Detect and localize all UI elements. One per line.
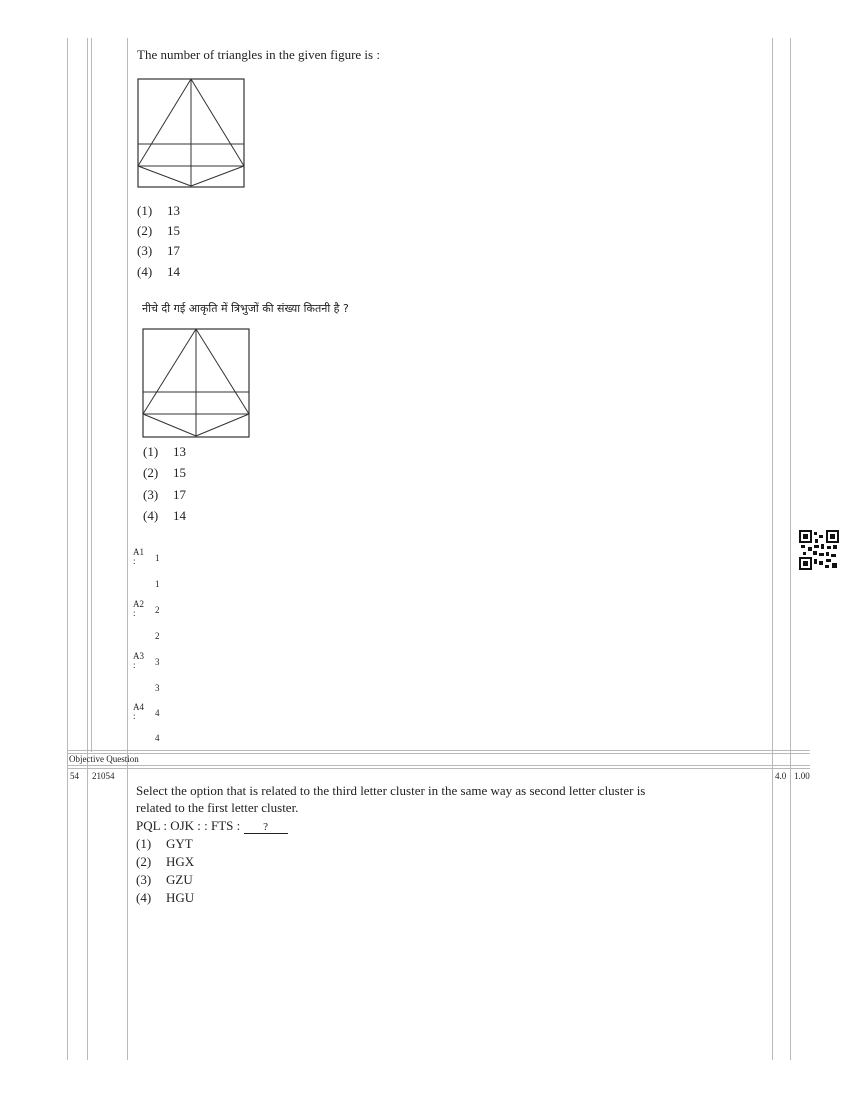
grid-line-left: [67, 38, 68, 1060]
q54-option-3: (3) GZU: [136, 872, 193, 887]
answer-key-3: [133, 652, 144, 669]
grid-line-col5: [790, 38, 791, 1060]
question-number: 54: [70, 771, 79, 781]
answer-colon: :: [133, 660, 136, 670]
option-hi-2: (2) 15: [143, 465, 186, 480]
answer-label: A2: [133, 599, 144, 609]
option-en-1: (1) 13: [137, 203, 180, 218]
analogy-blank: ?: [244, 821, 288, 834]
grid-line-col3: [127, 38, 128, 1060]
row-divider-q54: [67, 768, 810, 769]
answer-value: 4: [155, 708, 160, 718]
answer-label: A3: [133, 651, 144, 661]
triangle-figure-hi: [142, 328, 252, 440]
row-divider-mid: [67, 753, 810, 754]
qr-code-icon: [799, 530, 839, 570]
question-text-en: The number of triangles in the given figure is :: [137, 47, 380, 62]
answer-value-repeat: 3: [155, 683, 160, 693]
answer-label: A4: [133, 702, 144, 712]
answer-value: 1: [155, 553, 160, 563]
question-id: 21054: [92, 771, 115, 781]
answer-key-2: [133, 600, 144, 617]
answer-colon: :: [133, 711, 136, 721]
answer-key-1: [133, 548, 144, 565]
answer-label: A1: [133, 547, 144, 557]
grid-line-col4: [772, 38, 773, 1060]
question-text-line1: Select the option that is related to the third letter cluster in the same way as second letter cluster is: [136, 783, 646, 798]
grid-line-col1: [87, 38, 88, 1060]
grid-line-col2: [91, 38, 92, 752]
option-hi-4: (4) 14: [143, 508, 186, 523]
option-en-2: (2) 15: [137, 223, 180, 238]
answer-value-repeat: 2: [155, 631, 160, 641]
answer-value: 3: [155, 657, 160, 667]
answer-key-4: [133, 703, 144, 720]
question-negative-marks: 1.00: [794, 771, 810, 781]
question-text-line2: related to the first letter cluster.: [136, 800, 299, 815]
option-hi-1: (1) 13: [143, 444, 186, 459]
row-divider-top: [67, 750, 810, 751]
answer-value-repeat: 4: [155, 733, 160, 743]
q54-option-2: (2) HGX: [136, 854, 195, 869]
q54-option-1: (1) GYT: [136, 836, 193, 851]
question-text-hi: नीचे दी गई आकृति में त्रिभुजों की संख्या कितनी है ?: [142, 302, 349, 315]
answer-colon: :: [133, 556, 136, 566]
answer-colon: :: [133, 608, 136, 618]
triangle-figure-en: [137, 78, 247, 190]
answer-value-repeat: 1: [155, 579, 160, 589]
question-marks: 4.0: [775, 771, 787, 781]
option-en-4: (4) 14: [137, 264, 180, 279]
analogy-line: [136, 818, 288, 834]
answer-value: 2: [155, 605, 160, 615]
q54-option-4: (4) HGU: [136, 890, 195, 905]
option-hi-3: (3) 17: [143, 487, 186, 502]
row-divider-bottom: [67, 765, 810, 766]
option-en-3: (3) 17: [137, 243, 180, 258]
section-label: Objective Question: [69, 754, 139, 764]
analogy-prefix: PQL : OJK : : FTS :: [136, 818, 244, 833]
